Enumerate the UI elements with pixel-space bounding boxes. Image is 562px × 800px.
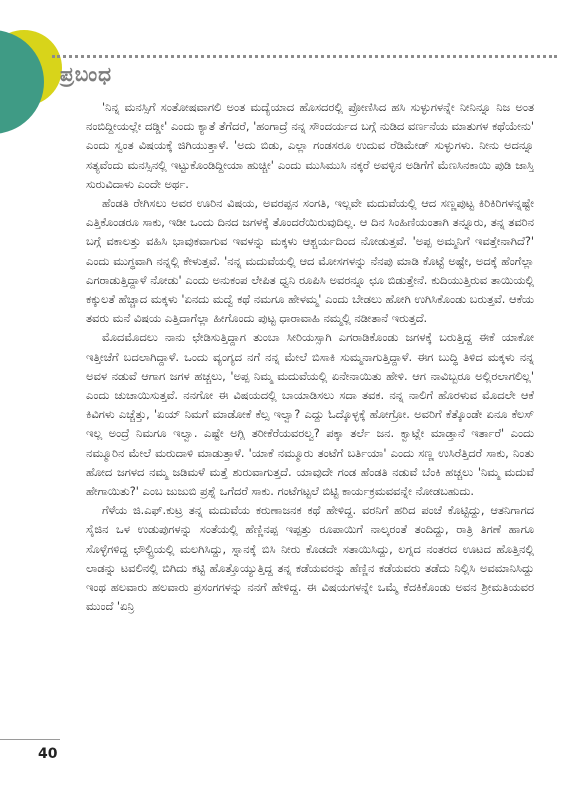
article-paragraph: ಗೆಳೆಯ ಜಿ.ಎಫ್.ಕುಟ್ರ ತನ್ನ ಮದುವೆಯ ಕರುಣಾಜನಕ ಕಥೆ ಹೇಳಿದ್ದ. ವರನಿಗೆ ಹರಿದ ಪಂಚೆ ಕೊಟ್ಟಿದ್ದು, ಆತನಿಗಾಗದ ಸೈಜಿನ ಒಳ ಉಡುಪುಗಳನ್ನು ಸಂತೆಯಲ್ಲಿ ಹೆಣ್ಣಿನಪ್ಪ ಇಪ್ಪತ್ತು ರೂಪಾಯಿಗೆ ನಾಲ್ಕರಂತೆ ತಂದಿದ್ದು, ರಾತ್ರಿ ತಿಗಣೆ ಹಾಗೂ ಸೊಳ್ಳೆಗಳಿದ್ದ ಛೌಲ್ಟ್ರಿಯಲ್ಲಿ ಮಲಗಿಸಿದ್ದು, ಸ್ನಾನಕ್ಕೆ ಬಿಸಿ ನೀರು ಕೊಡದೇ ಸತಾಯಿಸಿದ್ದು, ಲಗ್ನದ ನಂತರದ ಊಟದ ಹೊತ್ತಿನಲ್ಲಿ ಲಾಡನ್ನು ಟವಲಿನಲ್ಲಿ ಬಿಗಿದು ಕಟ್ಟಿ ಹೊತ್ತೊಯ್ಯುತ್ತಿದ್ದ ತನ್ನ ಕಡೆಯವರನ್ನು ಹೆಣ್ಣಿನ ಕಡೆಯವರು ತಡೆದು ನಿಲ್ಲಿಸಿ ಅವಮಾನಿಸಿದ್ದು ಇಂಥ ಹಲವಾರು ಹಲವಾರು ಪ್ರಸಂಗಗಳನ್ನು ನನಗೆ ಹೇಳಿದ್ದ. ಈ ವಿಷಯಗಳನ್ನೇ ಒಮ್ಮೆ ಕೆದಕಿಕೊಂಡು ಅವನ ಶ್ರೀಮತಿಯವರ ಮುಂದೆ 'ಏನ್ರಿ [86,503,534,614]
article-paragraph: 'ನಿನ್ನ ಮನಸ್ಸಿಗೆ ಸಂತೋಷವಾಗಲಿ ಅಂತ ಮದ್ಯೆಯಾದ ಹೊಸದರಲ್ಲಿ ಪ್ರೋಣಿಸಿದ ಹಸಿ ಸುಳ್ಳುಗಳನ್ನೇ ನೀನಿನ್ನೂ ನಿಜ ಅಂತ ನಂಬಿದ್ದೀಯಲ್ಲೇ ದಡ್ಡೀ' ಎಂದು ಕ್ಯಾತೆ ತೆಗೆದರೆ, 'ಹಂಗಾದ್ರೆ ನನ್ನ ಸೌಂದರ್ಯದ ಬಗ್ಗೆ ನುಡಿದ ವರ್ಣನೆಯ ಮಾತುಗಳ ಕಥೆಯೇನು' ಎಂದು ಸ್ವಂತ ವಿಷಯಕ್ಕೆ ಜಿಗಿಯುತ್ತಾಳೆ. 'ಅದು ಬಿಡು, ಎಲ್ಲಾ ಗಂಡಸರೂ ಉದುವ ರೆಡಿಮೇಡ್ ಸುಳ್ಳುಗಳು. ನೀನು ಅದನ್ನೂ ಸತ್ಯವೆಂದು ಮನಸ್ಸಿನಲ್ಲಿ ಇಟ್ಟುಕೊಂಡಿದ್ದೀಯಾ ಹುಚ್ಚೀ' ಎಂದು ಮುಸಿಮುಸಿ ನಕ್ಕರೆ ಅವಳ್ಳಿನ ಅಡಿಗೆಗೆ ಮೆಣಸಿನಕಾಯಿ ಪುಡಿ ಜಾಸ್ತಿ ಸುರುವಿದಾಳು ಎಂದೇ ಅರ್ಥ. [86,100,534,191]
page-number: 40 [38,746,58,762]
article-paragraph: ಮೊದಮೊದಲು ನಾನು ಛೇಡಿಸುತ್ತಿದ್ದಾಗ ತುಂಬಾ ಸೀರಿಯಸ್ಸಾಗಿ ಎಗರಾಡಿಕೊಂಡು ಜಗಳಕ್ಕೆ ಬರುತ್ತಿದ್ದ ಈಕೆ ಯಾಕೋ ಇತ್ತೀಚೆಗೆ ಬದಲಾಗಿದ್ದಾಳೆ. ಒಂದು ವ್ಯಂಗ್ಯದ ನಗೆ ನನ್ನ ಮೇಲೆ ಬಿಸಾಕಿ ಸುಮ್ಮನಾಗುತ್ತಿದ್ದಾಳೆ. ಈಗ ಬುದ್ಧಿ ತಿಳಿದ ಮಕ್ಕಳು ನನ್ನ ಅವಳ ನಡುವೆ ಆಗಾಗ ಜಗಳ ಹಚ್ಚಲು, 'ಅಪ್ಪ ನಿಮ್ಮ ಮದುವೆಯಲ್ಲಿ ಏನೇನಾಯಿತು ಹೇಳಿ. ಆಗ ನಾವಿಬ್ಬರೂ ಅಲ್ಲಿರಲಾಗಲಿಲ್ಲ' ಎಂದು ಚುಚಾಯಿಸುತ್ತವೆ. ನನಗೋ ಈ ವಿಷಯದಲ್ಲಿ ಬಾಯಾಡಿಸಲು ಸದಾ ತವಕ. ನನ್ನ ನಾಲಿಗೆ ಹೊರಳುವ ಮೊದಲೇ ಆಕೆ ಕಿವಿಗಳು ಎಚ್ಚೆತ್ತು, 'ಏಯ್ ನಿಮಗೆ ಮಾಡೋಕೆ ಕೆಲ್ಸ ಇಲ್ವಾ? ಎದ್ದು ಓದ್ಕೊಳ್ಳಕ್ಕೆ ಹೋಗ್ರೋ. ಅವರಿಗೆ ಕೆತ್ಕೊಂಡೇ ಏನೂ ಕೆಲಸ್ ಇಲ್ಲ ಅಂದ್ರೆ ನಿಮಗೂ ಇಲ್ವಾ. ಎಷ್ಟೇ ಅಗ್ಲಿ ತರೀಕೆರೆಯವರಲ್ವ? ಪಕ್ಕಾ ತರ್ಲೆ ಜನ. ಕ್ವಾಟ್ಲೇ ಮಾಡ್ತಾನೆ ಇರ್ತಾರೆ' ಎಂದು ನಮ್ಮೂರಿನ ಮೇಲೆ ಮರುದಾಳಿ ಮಾಡುತ್ತಾಳೆ. 'ಯಾಕೆ ನಮ್ಮೂರು ತಂಟೆಗೆ ಬರ್ತಿಯಾ' ಎಂದು ಸಣ್ಣ ಉಸಿರೆತ್ತಿದರೆ ಸಾಕು, ನಿಂತು ಹೋದ ಜಗಳದ ನಮ್ಮ ಜಡಿಮಳೆ ಮತ್ತೆ ಶುರುವಾಗುತ್ತದೆ. ಯಾವುದೇ ಗಂಡ ಹೆಂಡತಿ ನಡುವೆ ಬೆಂಕಿ ಹಚ್ಚಲು 'ನಿಮ್ಮ ಮದುವೆ ಹೇಗಾಯಿತು?' ಎಂಬ ಜುಜುಬಿ ಪ್ರಶ್ನೆ ಒಗೆದರೆ ಸಾಕು. ಗಂಟೆಗಟ್ಟಲೆ ಬಿಟ್ಟಿ ಕಾರ್ಯಕ್ರಮವವನ್ನೇ ನೋಡಬಹುದು. [86,330,534,499]
footer-rule [0,739,60,740]
article-paragraph: ಹೆಂಡತಿ ರೇಗಿಸಲು ಅವರ ಊರಿನ ವಿಷಯ, ಅವರಪ್ಪನ ಸಂಗತಿ, ಇಲ್ಲವೇ ಮದುವೆಯಲ್ಲಿ ಆದ ಸಣ್ಣಪುಟ್ಟ ಕಿರಿಕಿರಿಗಳನ್ನಷ್ಟೇ ಎತ್ತಿಕೊಂಡರೂ ಸಾಕು, ಇಡೀ ಒಂದು ದಿನದ ಜಗಳಕ್ಕೆ ತೊಂದರೆಯಿರುವುದಿಲ್ಲ. ಆ ದಿನ ಸಿಂಹಿಣಿಯಂತಾಗಿ ತನ್ನೂರು, ತನ್ನ ತವರಿನ ಬಗ್ಗೆ ವಕಾಲತ್ತು ವಹಿಸಿ ಭಾವುಕವಾಗುವ ಇವಳನ್ನು ಮಕ್ಕಳು ಆಶ್ಚರ್ಯದಿಂದ ನೋಡುತ್ತವೆ. 'ಅಪ್ಪ ಅಮ್ಮನಿಗೆ ಇವತ್ತೇನಾಗಿದೆ?' ಎಂದು ಮುಗ್ಧವಾಗಿ ನನ್ನಲ್ಲಿ ಕೇಳುತ್ತವೆ. 'ನನ್ನ ಮದುವೆಯಲ್ಲಿ ಆದ ಮೋಸಗಳನ್ನು ನೆನಪು ಮಾಡಿ ಕೊಟ್ಟೆ ಅಷ್ಟೇ, ಅದಕ್ಕೆ ಹೆಂಗೆಲ್ಲಾ ಎಗರಾಡುತ್ತಿದ್ದಾಳೆ ನೋಡು' ಎಂದು ಅನುಕಂಪ ಲೇಪಿತ ಧ್ವನಿ ರೂಪಿಸಿ ಅವರನ್ನೂ ಛೂ ಬಿಡುತ್ತೇನೆ. ಕುದಿಯುತ್ತಿರುವ ತಾಯಿಯಲ್ಲಿ ಕಕ್ಕುಲತೆ ಹೆಚ್ಚಾದ ಮಕ್ಕಳು 'ಏನದು ಮದ್ವೆ ಕಥೆ ನಮಗೂ ಹೇಳಮ್ಮ' ಎಂದು ಬೇಡಲು ಹೋಗಿ ಉಗಿಸಿಕೊಂಡು ಬರುತ್ತವೆ. ಆಕೆಯ ತವರು ಮನೆ ವಿಷಯ ಎತ್ತಿದಾಗೆಲ್ಲಾ ಹೀಗೊಂದು ಪುಟ್ಟ ಧಾರಾವಾಹಿ ನಮ್ಮಲ್ಲಿ ನಡೀತಾನೆ ಇರುತ್ತದೆ. [86,196,534,326]
dotted-header-rule [52,55,557,58]
section-title: ಪ್ರಬಂಧ [60,62,113,86]
article-body [86,98,534,768]
